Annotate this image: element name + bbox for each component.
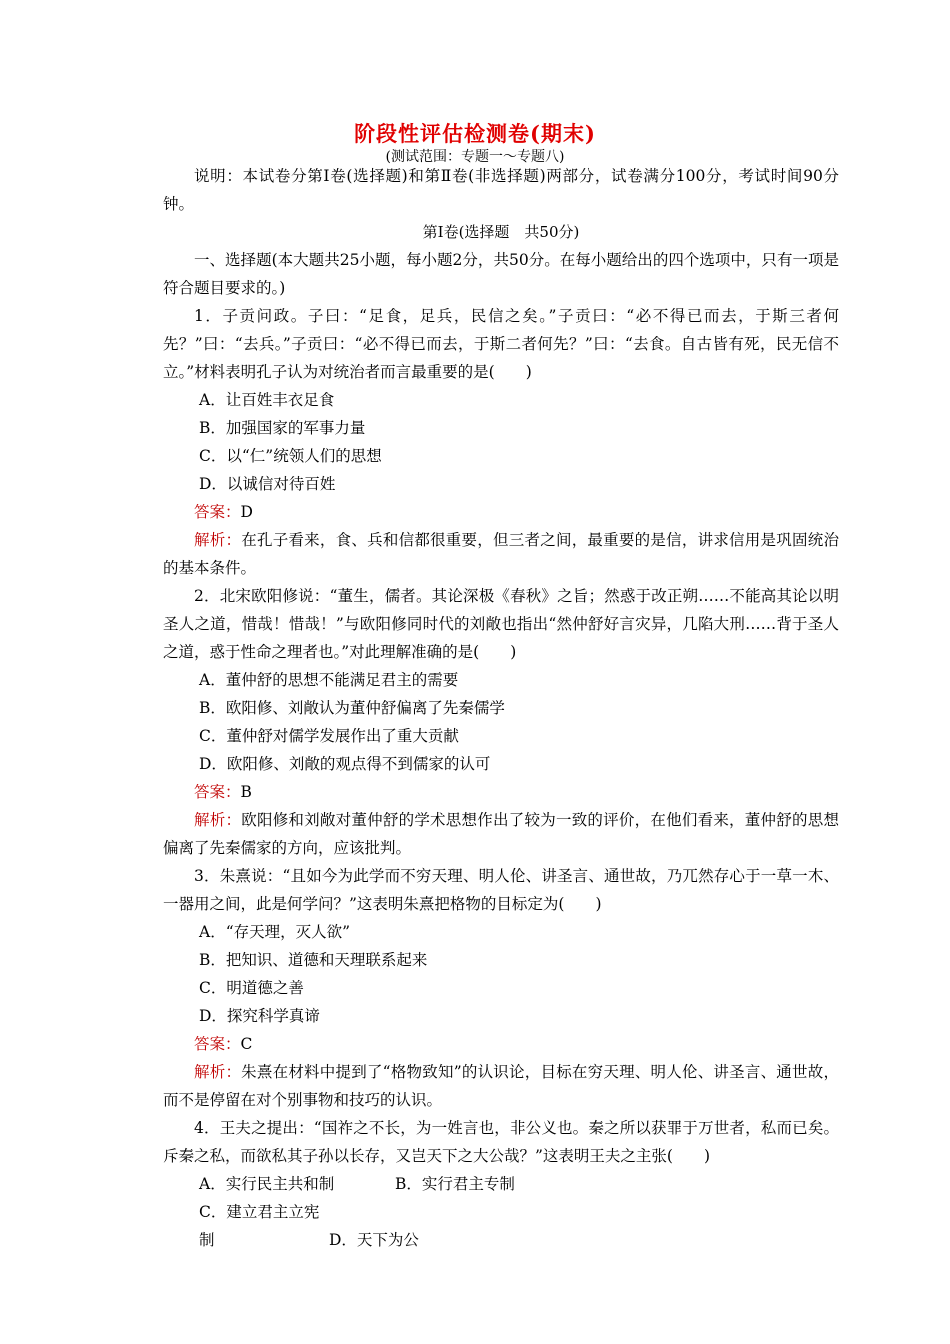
question-1-answer [163, 498, 839, 526]
question-1-analysis [163, 526, 839, 582]
answer-label: 答案： [194, 1035, 241, 1053]
question-4-options-row-2 [163, 1198, 839, 1254]
analysis-label: 解析： [194, 531, 242, 549]
question-4-options-row-1 [163, 1170, 839, 1198]
question-2-answer [163, 778, 839, 806]
question-1-option-a: A．让百姓丰衣足食 [199, 391, 335, 409]
exam-note: 说明：本试卷分第Ⅰ卷(选择题)和第Ⅱ卷(非选择题)两部分，试卷满分100分，考试时间90分钟。 [163, 167, 839, 213]
exam-body [163, 162, 839, 1254]
answer-value: B [240, 783, 252, 801]
exam-title: 阶段性评估检测卷(期末) [354, 121, 596, 146]
question-2-option-b: B．欧阳修、刘敞认为董仲舒偏离了先秦儒学 [199, 699, 505, 717]
section-heading: 第Ⅰ卷(选择题 共50分) [422, 223, 580, 241]
question-4-option-b: B．实行君主专制 [395, 1175, 515, 1193]
analysis-label: 解析： [194, 1063, 242, 1081]
question-3-option-b: B．把知识、道德和天理联系起来 [199, 951, 428, 969]
question-1-option-c: C．以“仁”统领人们的思想 [199, 447, 382, 465]
question-3-option-d: D．探究科学真谛 [199, 1007, 320, 1025]
question-1-option-d: D．以诚信对待百姓 [199, 475, 336, 493]
question-4-stem: 4．王夫之提出：“国祚之不长，为一姓言也，非公义也。秦之所以获罪于万世者，私而已矣。斥秦之私，而欲私其子孙以长存，又岂天下之大公哉？”这表明王夫之主张( ) [163, 1119, 839, 1165]
question-2-stem: 2．北宋欧阳修说：“董生，儒者。其论深极《春秋》之旨；然惑于改正朔……不能高其论以明圣人之道，惜哉！惜哉！”与欧阳修同时代的刘敞也指出“然仲舒好言灾异，几陷大刑……背于圣人之道，惑于性命之理者也。”对此理解准确的是( ) [163, 587, 839, 661]
question-3-option-c: C．明道德之善 [199, 979, 304, 997]
question-1-stem: 1．子贡问政。子曰：“足食，足兵，民信之矣。”子贡曰：“必不得已而去，于斯三者何先？”曰：“去兵。”子贡曰：“必不得已而去，于斯二者何先？”曰：“去食。自古皆有死，民无信不立。”材料表明孔子认为对统治者而言最重要的是( ) [163, 307, 839, 381]
analysis-text: 欧阳修和刘敞对董仲舒的学术思想作出了较为一致的评价，在他们看来，董仲舒的思想偏离了先秦儒家的方向，应该批判。 [163, 811, 839, 857]
answer-label: 答案： [194, 503, 241, 521]
answer-label: 答案： [194, 783, 241, 801]
question-1-option-b: B．加强国家的军事力量 [199, 419, 366, 437]
analysis-label: 解析： [194, 811, 242, 829]
question-4-option-a: A．实行民主共和制 [199, 1175, 335, 1193]
question-4-option-c: C．建立君主立宪制 [199, 1203, 320, 1249]
question-3-analysis [163, 1058, 839, 1114]
question-2-option-a: A．董仲舒的思想不能满足君主的需要 [199, 671, 459, 689]
question-4-option-d: D．天下为公 [329, 1231, 419, 1249]
question-2-analysis [163, 806, 839, 862]
question-3-stem: 3．朱熹说：“且如今为此学而不穷天理、明人伦、讲圣言、通世故，乃兀然存心于一草一木、一器用之间，此是何学问？”这表明朱熹把格物的目标定为( ) [163, 867, 839, 913]
question-2-option-d: D．欧阳修、刘敞的观点得不到儒家的认可 [199, 755, 491, 773]
answer-value: D [240, 503, 253, 521]
exam-subtitle: (测试范围：专题一～专题八) [385, 149, 565, 165]
question-3-answer [163, 1030, 839, 1058]
question-2-option-c: C．董仲舒对儒学发展作出了重大贡献 [199, 727, 459, 745]
question-3-option-a: A．“存天理，灭人欲” [199, 923, 351, 941]
analysis-text: 朱熹在材料中提到了“格物致知”的认识论，目标在穷天理、明人伦、讲圣言、通世故，而不是停留在对个别事物和技巧的认识。 [163, 1063, 839, 1109]
answer-value: C [240, 1035, 253, 1053]
section-instruction: 一、选择题(本大题共25小题，每小题2分，共50分。在每小题给出的四个选项中，只有一项是符合题目要求的。) [163, 251, 839, 297]
analysis-text: 在孔子看来，食、兵和信都很重要，但三者之间，最重要的是信，讲求信用是巩固统治的基本条件。 [163, 531, 839, 577]
